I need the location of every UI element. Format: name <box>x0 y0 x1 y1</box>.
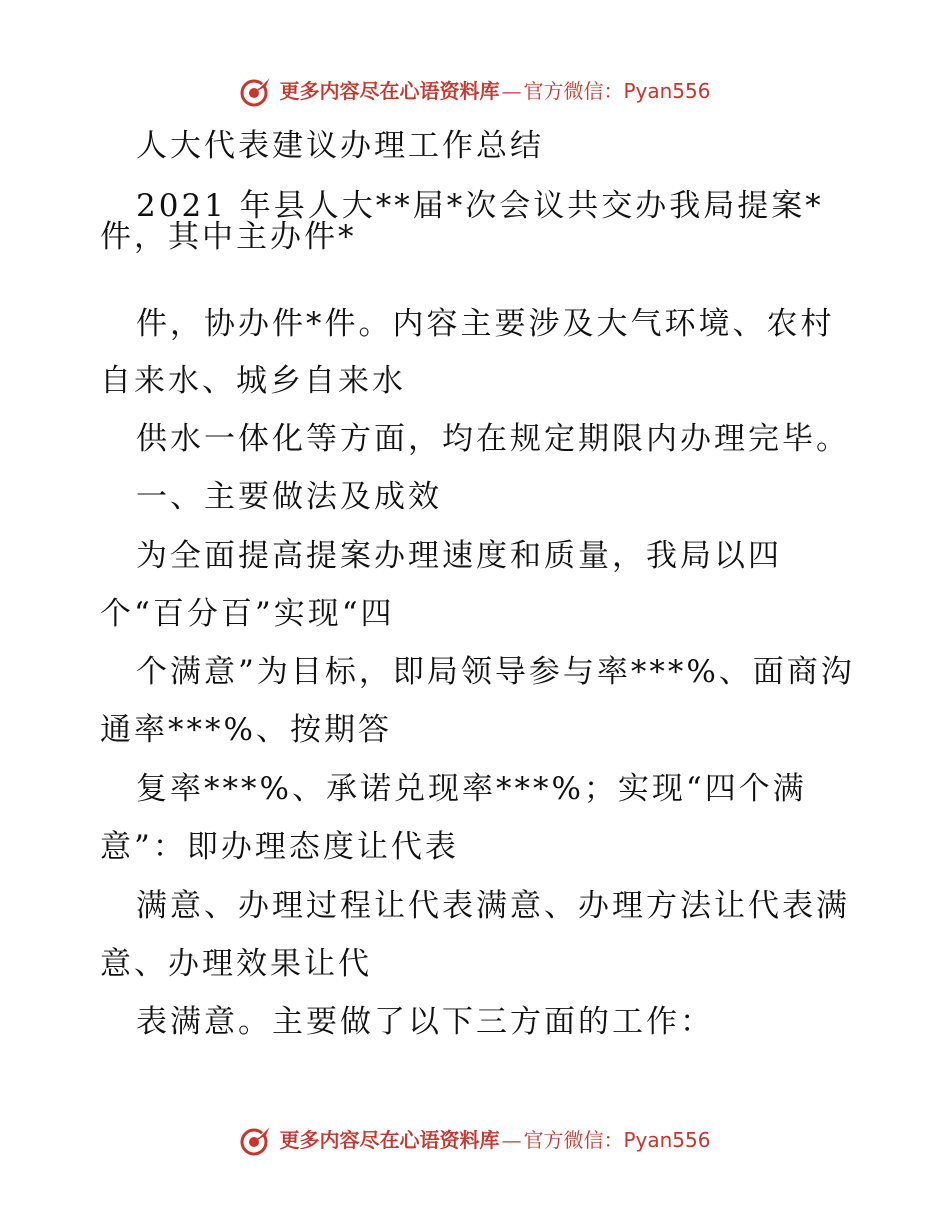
watermark-text <box>279 1120 710 1160</box>
body-line: 件，协办件*件。内容主要涉及大气环境、农村 <box>136 306 835 342</box>
body-line: 自来水、城乡自来水 <box>100 363 406 399</box>
watermark-main-text: 更多内容尽在心语资料库 <box>279 1128 500 1152</box>
footer-watermark <box>0 1120 950 1160</box>
body-line: 意”：即办理态度让代表 <box>100 829 459 865</box>
body-line: 意、办理效果让代 <box>100 946 372 982</box>
body-line: 供水一体化等方面，均在规定期限内办理完毕。 <box>136 421 850 457</box>
body-line: 个满意”为目标，即局领导参与率***%、面商沟 <box>136 654 855 690</box>
body-line: 表满意。主要做了以下三方面的工作： <box>136 1004 714 1040</box>
quill-logo-icon <box>239 1123 273 1157</box>
body-line: 为全面提高提案办理速度和质量，我局以四 <box>136 538 782 574</box>
watermark-wechat-text: 官方微信：Pyan556 <box>523 1128 711 1152</box>
watermark-main-text: 更多内容尽在心语资料库 <box>279 79 500 103</box>
watermark-dash: — <box>501 79 522 103</box>
document-title: 人大代表建议办理工作总结 <box>136 128 544 164</box>
body-line: 复率***%、承诺兑现率***%；实现“四个满 <box>136 771 807 807</box>
body-line: 满意、办理过程让代表满意、办理方法让代表满 <box>136 888 850 924</box>
body-line: 2021 年县人大**届*次会议共交办我局提案* <box>136 188 824 224</box>
body-line: 件，其中主办件* <box>100 219 357 255</box>
watermark-text <box>279 71 710 111</box>
header-watermark <box>0 71 950 111</box>
section-heading: 一、主要做法及成效 <box>136 479 442 515</box>
body-line: 个“百分百”实现“四 <box>100 596 395 632</box>
body-line: 通率***%、按期答 <box>100 712 392 748</box>
quill-logo-icon <box>239 74 273 108</box>
watermark-wechat-text: 官方微信：Pyan556 <box>523 79 711 103</box>
watermark-dash: — <box>501 1128 522 1152</box>
